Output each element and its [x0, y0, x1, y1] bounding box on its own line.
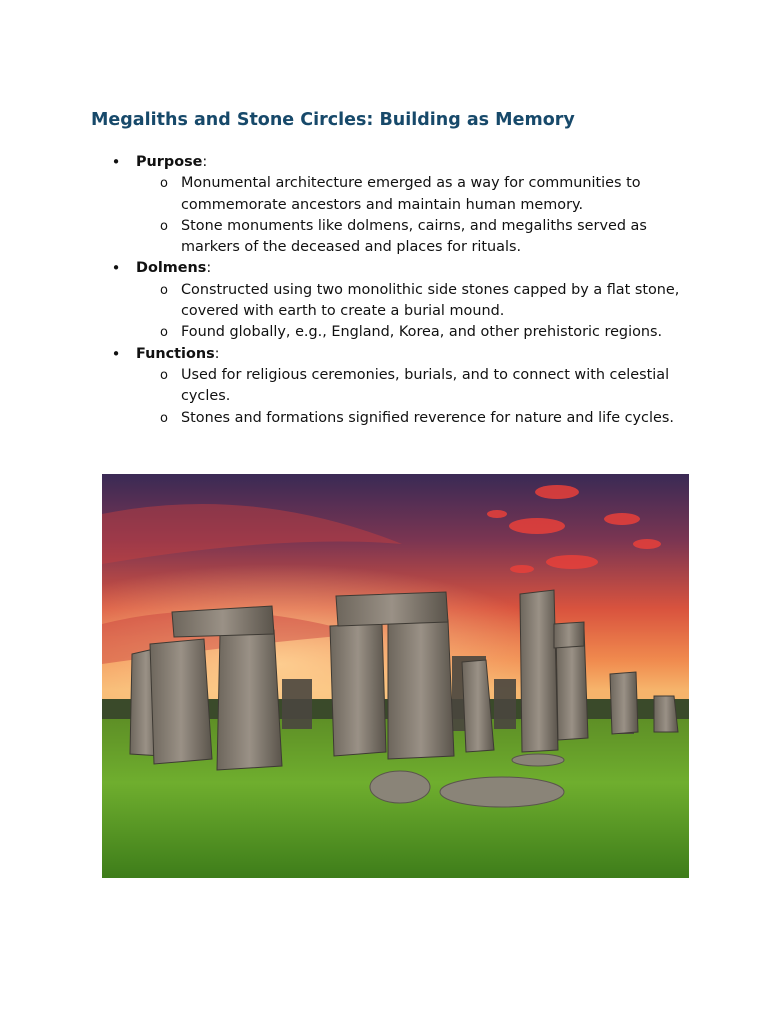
stone-circle-photo	[102, 474, 689, 878]
bullet: •	[111, 153, 121, 171]
list-item	[136, 408, 680, 429]
sublist	[136, 365, 680, 429]
section-purpose	[110, 152, 680, 258]
item-text: Found globally, e.g., England, Korea, and other prehistoric regions.	[181, 324, 663, 341]
list-item	[136, 280, 680, 323]
list-item	[136, 173, 680, 216]
sub-bullet: o	[160, 367, 168, 383]
section-dolmens	[110, 258, 680, 343]
list-item	[136, 322, 680, 343]
list-item	[136, 216, 680, 259]
label-colon: :	[206, 260, 212, 277]
sub-bullet: o	[160, 218, 168, 234]
section-label: Functions	[136, 345, 215, 362]
section-label: Purpose	[136, 154, 203, 170]
bullet: •	[111, 259, 121, 278]
item-text: Monumental architecture emerged as a way for communities to commemorate ancestors and maintain human memory.	[181, 175, 641, 213]
section-functions	[110, 344, 680, 429]
sub-bullet: o	[160, 325, 168, 341]
sublist	[136, 173, 680, 258]
section-label: Dolmens	[136, 260, 207, 277]
sub-bullet: o	[160, 176, 168, 192]
sublist	[136, 280, 680, 344]
item-text: Used for religious ceremonies, burials, and to connect with celestial cycles.	[181, 366, 670, 405]
item-text: Constructed using two monolithic side stones capped by a flat stone, covered with earth to create a burial mound.	[181, 281, 680, 320]
list-item	[136, 365, 680, 408]
label-colon: :	[214, 345, 220, 362]
item-text: Stone monuments like dolmens, cairns, and megaliths served as markers of the deceased and places for rituals.	[181, 217, 647, 256]
item-text: Stones and formations signified reverence for nature and life cycles.	[181, 409, 674, 426]
outline-list	[110, 152, 680, 429]
label-colon: :	[202, 154, 208, 170]
page-title: Megaliths and Stone Circles: Building as Memory	[91, 110, 575, 130]
sub-bullet: o	[160, 410, 168, 426]
bullet: •	[111, 344, 121, 363]
sub-bullet: o	[160, 282, 168, 298]
